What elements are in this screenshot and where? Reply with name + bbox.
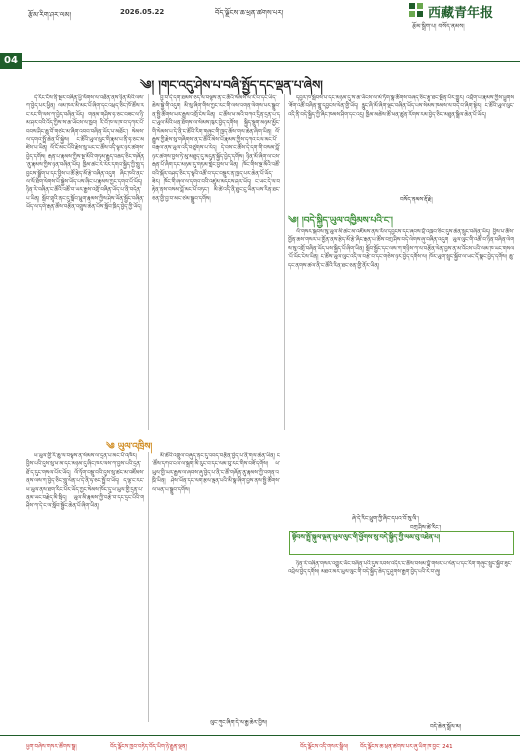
footer-mid-1: བོད་ལྗོངས་ཁྱབ་བཏེད་བོད་ཡིག་ཉེ་རྒྱུན་ལྡན། xyxy=(110,744,187,750)
column-divider xyxy=(284,94,285,430)
author-signature: བདེ་ཆེན་སྒྲོལ་མ། xyxy=(430,724,461,730)
article-column-3-mid xyxy=(288,228,514,510)
article-column-2b xyxy=(152,452,280,714)
footer-right: བོད་ལྗོངས་ཆ་ཕྲན་ཚགས་པར་ཞུ་ཡིག་ཁ་བྱང་ 241 xyxy=(360,744,453,750)
article-column-3-top xyxy=(288,94,514,206)
page-header xyxy=(0,0,520,58)
paragraph: དེ་རིང་ངོས་ནི་སྔར་བཞིན་ཕྱི་ལོགས་ལ་འཐོན་ནས་ཉིན་མོའི་ལས་ཀ་བྱེད་པར་ཕྱིན། ལམ་ཁར་མི་མང་པོ་ཞིག་དང་འཕྲད་ཅིང་ཁོ་ཚོས་རང་རང་གི་ལས་ཀ་བྱེད་བཞིན་ཡོད། གནམ་གཤིས་ཧ་ཅང་བཟང་ལ་ཉི་མ་ཤར་བའི་འོད་ཀྱིས་ས་ཆ་ཡོངས་ལ་ཁྱབ། རི་བོ་ཁ་ལ་ཁ་བ་དཀར་པོ་བབས་ཤིང་ཆུ་བོ་གཙང་མ་ཞིག་འབབ་བཞིན་ཡོད་པ་མཐོང་། སེམས་ལ་དགའ་སྤྲོ་ཆེན་པོ་སྐྱེས། ང་ཚོའི་ཡུལ་ལུང་གི་རྣམ་པ་ནི་ཧ་ཅང་མཛེས་པ་ཡིན། ལོ་ངོ་མང་པོའི་རྗེས་སུ་ཡང་ང་ཚོས་འདི་ལྟར་ཉར་ཚགས་བྱེད་དགོས། རྒན་པ་རྣམས་ཀྱིས་སྔ་མོའི་གཏམ་རྒྱུད་འཆད་ཅིང་གཞོན་ནུ་རྣམས་ཀྱིས་ཉན་བཞིན་ཡོད། ཁྱིམ་ཚང་རེ་རེར་དགའ་སྐྱིད་ཀྱི་གླུ་དབྱངས་སྒྲོག་པ་དང་བྱིས་པ་ཚོ་རྩེད་མོ་རྩེ་བཞིན་འདུག ཞིང་ཁའི་ནང་ལ་ལོ་ཐོག་ལེགས་པོ་སྐྱེས་ཡོད་པས་ཞིང་པ་རྣམས་ཀྱང་དགའ་པོ་ཡོད། ཉིན་རེ་བཞིན་ང་ཚོའི་འཚོ་བ་ཡར་རྒྱས་འགྲོ་བཞིན་ཡོད་པ་ནི་བདེན་པ་ཡིན། སློབ་གྲྭའི་ནང་དུ་སློབ་ཕྲུག་རྣམས་ཀྱིས་ཤེས་ཡོན་སྦྱོང་བཞིན་ཡོད་ལ་དགེ་རྒན་ཚོས་བརྩོན་འགྲུས་ཆེན་པོས་སློབ་ཁྲིད་བྱེད་ཀྱི་ཡོད། xyxy=(26,95,144,211)
boxed-heading xyxy=(289,531,514,555)
author-signature: བསོད་ནམས་རྡོ་རྗེ། xyxy=(400,197,433,203)
boxed-heading-text: སྟོབས་སྤྲོ་སྐུལ་ལྡན་ཡུལ་ལུང་གི་ཕྱོགས་སུ་བདེ་སྐྱིད་ཀྱི་ལམ་བུ་འཐེན་པ། xyxy=(292,533,441,541)
page-footer xyxy=(0,735,520,751)
paragraph: ཕ་ཡུལ་གྱི་རི་ཆུ་ལ་བལྟས་ན་སེམས་ལ་དྲན་པ་མང་པོ་འཁོར། བྱིས་པའི་དུས་སུ་ཕ་མ་དང་མཉམ་དུ་ཞིང་ཁར་ལས་ཀ་བྱས་པའི་དྲན་ཐོ་ད་དུང་གསལ་པོར་ཡོད། ལོ་ཏོག་བསྡུ་བའི་དུས་སུ་ཚང་མ་འཛོམས་ནས་ལས་ཀ་བྱེད་ཅིང་གླུ་ལེན་པ་དེ་ནི་ཧ་ཅང་སྤྲོ་བ་ཡོད། ད་ལྟ་ང་རང་ཕ་ཡུལ་ནས་ཐག་རིང་པོར་ཡོད་ཀྱང་སེམས་ཁོང་དུ་ཕ་ཡུལ་གྱི་དྲན་པ་ནམ་ཡང་བརྗེད་མི་སྲིད། ཡུལ་མི་རྣམས་ཀྱི་བརྩེ་བ་དང་དྲང་པོའི་གཤིས་ཀ་དེ་ང་ལ་སློབ་སྦྱོང་ཆེན་པོ་ཞིག་ཡིན། xyxy=(26,453,144,510)
article-title: ༄། །གང་འདུ་ཤེས་པ་བཞི་སྤྱོད་དང་ལྡན་པ་ཞེས། xyxy=(140,78,323,92)
article-column-1 xyxy=(26,94,144,430)
column-divider xyxy=(148,94,149,430)
editor-line: རྩོམ་སྒྲིག་པ། བསོད་ནམས། xyxy=(412,23,465,30)
article-column-1b xyxy=(26,452,144,722)
newspaper-name: 西藏青年报 xyxy=(428,6,494,21)
paragraph: ཉིན་རེ་བཞིན་གསར་འགྱུར་ཡོང་བཞིན་པའི་དུས་རབས་འདིར་ང་ཚོས་བསམ་བློ་གསར་པ་ལེན་པ་དང་རིག་གཞུང་སྲུང་སྐྱོབ་ཟུང་འབྲེལ་བྱེད་དགོས། མཐའ་མར་ཡུལ་ལུང་གི་བདེ་སྐྱིད་ཆེད་དུ་ཤུགས་རྒྱག་བྱེད་པའི་རེ་བ་ཞུ། xyxy=(288,561,512,576)
article-column-3-bottom xyxy=(288,560,514,718)
author-signature: བཀྲ་ཤིས་ཚེ་རིང་། xyxy=(410,525,442,531)
subheading-green: ༄། །བདེ་སྐྱིད་ཡུལ་འཁྱིམས་པའི་ང་། xyxy=(288,216,393,226)
header-centre-line: བོད་ལྗོངས་ཆ་ཕྲན་ཚགས་པར། xyxy=(215,9,284,17)
article-column-2 xyxy=(152,94,280,430)
section-label: རྩོམ་རིག་ཤར་ལམ། xyxy=(28,11,72,19)
footer-mid-2: བོད་ལྗོངས་འདི་གསར་སྒྲིལ། xyxy=(300,744,349,750)
subheading-orange: ༄ ཡུལ་འཁྲིས། xyxy=(106,442,153,452)
paragraph: ལོ་གསར་སྐབས་སུ་ཡུལ་མི་ཚང་མ་འཛོམས་ནས་རོལ་དབྱངས་དང་ཞབས་བྲོ་འཁྲབ་ཅིང་དུས་ཆེན་སྲུང་བཞིན་ཡོད། བྱིས་པ་ཚོས་གྱོན་ཆས་གསར་པ་གྱོན་ནས་རྩེད་མོ་རྩེ་ཞིང་རྒན་པ་ཚོས་བཀྲ་ཤིས་བདེ་ལེགས་ཞུ་བཞིན་འདུག ཡུལ་ལུང་གི་འཚོ་བ་ཉིན་བཞིན་ལེགས་སུ་འགྲོ་བཞིན་ཡོད་པས་སྐྱིད་པོ་ཞིག་ཡིན། སློབ་སྦྱོང་དང་ལས་ཀ་གཉིས་ཀ་ལ་བརྩོན་ལེན་བྱས་ན་མ་འོངས་པའི་ལམ་ཁ་ཡང་གསལ་པོ་ཡོང་ངེས་ཡིན། ང་ཚོས་ཡུལ་ལུང་འདི་ལ་བརྩེ་བ་དང་གཅེས་ཉར་བྱེད་དགོས་ལ། ཁོར་ཡུག་སྲུང་སྐྱོབ་ལ་ཡང་དོ་སྣང་བྱེད་དགོས། ཆུ་དང་ནགས་ཚལ་ནི་ང་ཚོའི་རིན་ཐང་ཅན་གྱི་ནོར་ཡིན། xyxy=(288,229,514,269)
author-signature: ཞེ་དེ་རིང་ཕྲུག་ཀྱི་ཞིང་དཔའ་བོ་སུ་ལི་། xyxy=(352,516,419,522)
author-signature: ལུང་ཀུང་ཞིག་དེ་ལ་རྒྱ་ཆེར་བྱིས། xyxy=(210,720,267,726)
header-rule xyxy=(22,61,520,62)
page-number: 04 xyxy=(0,53,22,69)
column-divider xyxy=(148,452,149,722)
paragraph: བྱ་བ་དེ་དག་ཐམས་ཅད་ལ་བལྟས་ན་ང་ཚོའི་སེམས་ལ་རེ་བ་དང་ཡིད་ཆེས་སྐྱེ་གི་འདུག མི་སུ་ཞིག་གིས་ཀྱང་རང་གི་ལས་འགན་ལེགས་པར་སྒྲུབ་ན་སྤྱི་ཚོགས་ཡར་རྒྱས་འགྲོ་ངེས་ཡིན། ང་ཚོས་ཕ་མའི་བཀའ་དྲིན་དྲན་པ་དང་ཡུལ་མིའི་ཕན་ཐོགས་ལ་སེམས་ཁུར་བྱེད་དགོས། སྐྱིད་སྡུག་མཉམ་མྱོང་གི་སེམས་པ་དེ་ནི་ང་ཚོའི་རིག་གཞུང་གི་ཁྱད་ཆོས་གལ་ཆེན་ཞིག་ཡིན། ལོ་རྒྱུས་ཀྱི་རྗེས་སུ་གཞིགས་ན་ང་ཚོའི་མེས་པོ་རྣམས་ཀྱིས་དཀའ་ངལ་མང་པོ་བརྒལ་ནས་ཡུལ་འདི་བཙུགས་པ་རེད། དེ་བས་ང་ཚོས་དེ་དག་གི་བསམ་བློ་ཉར་ཚགས་བྱས་ཏེ་མུ་མཐུད་དུ་མདུན་སྐྱོད་བྱེད་དགོས། ཉིན་མོ་ཞིག་ལ་ངས་རྒན་པོ་ཞིག་དང་མཉམ་དུ་གཏམ་གླེང་བྱས་པ་ཡིན། ཁོང་གིས་སྔ་མོའི་འཚོ་བའི་སྐོར་བཤད་ཅིང་ད་ལྟའི་འཚོ་བ་དང་བསྡུར་ན་ཁྱད་པར་ཆེན་པོ་ཡོད་ཟེར། ཁོང་གི་ཞལ་ལ་དགའ་བའི་འཛུམ་མདངས་ཤར་ཡོད། ང་ཡང་དེ་ལ་བརྟེན་ནས་བསམ་བློ་མང་པོ་བཏང་། མི་ཚེ་འདི་ནི་ཐུང་ངུ་ཡིན་པས་རིན་ཐང་ཅན་གྱི་བྱ་བ་མང་ཙམ་སྒྲུབ་དགོས། xyxy=(152,95,280,202)
footer-left: ཕྱག་བཞེས་གསར་ཚོགས་སྒྲ། xyxy=(26,744,77,750)
issue-date: 2026.05.22 xyxy=(120,8,165,16)
paragraph: མི་ཚེའི་འགྲུལ་བཞུད་ནང་དུ་འབད་བརྩོན་བྱེད་པ་ནི་གལ་ཆེན་ཡིན། ང་ཚོས་དཀའ་ངལ་ལ་སྐྲག་མི་རུང་བ་དང་ལམ་བུ་རང་གིས་བཟོ་དགོས། ཕ་ཡུལ་གྱི་ཡར་རྒྱས་ལ་ཞབས་ཞུ་བྱེད་པ་ནི་ང་ཚོ་གཞོན་ནུ་རྣམས་ཀྱི་འགན་འཁྲི་ཡིན། ཤེས་ཡོན་དང་ལག་རྩལ་ལྡན་པའི་མི་སྣ་ཞིག་བྱས་ནས་སྤྱི་ཚོགས་ལ་ཕན་པ་སྒྲུབ་དགོས། xyxy=(152,453,280,493)
newspaper-logo-icon xyxy=(408,2,424,18)
paragraph: དབྱར་ཁ་སླེབས་པ་དང་མཉམ་དུ་ས་ཆ་ཡོངས་ལ་མེ་ཏོག་སྣ་ཚོགས་བཞད་ཅིང་རྩྭ་ཐང་སྔོན་པོར་གྱུར། འབྲོག་པ་རྣམས་ཀྱིས་ཕྱུགས་ཟོག་འཚོ་བཞིན་གླུ་དབྱངས་ལེན་གྱི་ཡོད། རླུང་ཞི་མོ་ཞིག་ལྡང་བཞིན་ཡོད་པས་སེམས་ཁམས་ལ་བདེ་བ་ཞིག་སྟེར། ང་ཚོའི་ཡུལ་ལུང་འདི་ནི་བདེ་སྐྱིད་ཀྱི་ཞིང་ཁམས་ཤིག་དང་འདྲ། ཁྱིམ་མཚེས་ཚོ་ཕན་ཚུན་རོགས་རམ་བྱེད་ཅིང་མཐུན་སྒྲིལ་ཆེན་པོ་ཡོད། xyxy=(288,95,514,118)
